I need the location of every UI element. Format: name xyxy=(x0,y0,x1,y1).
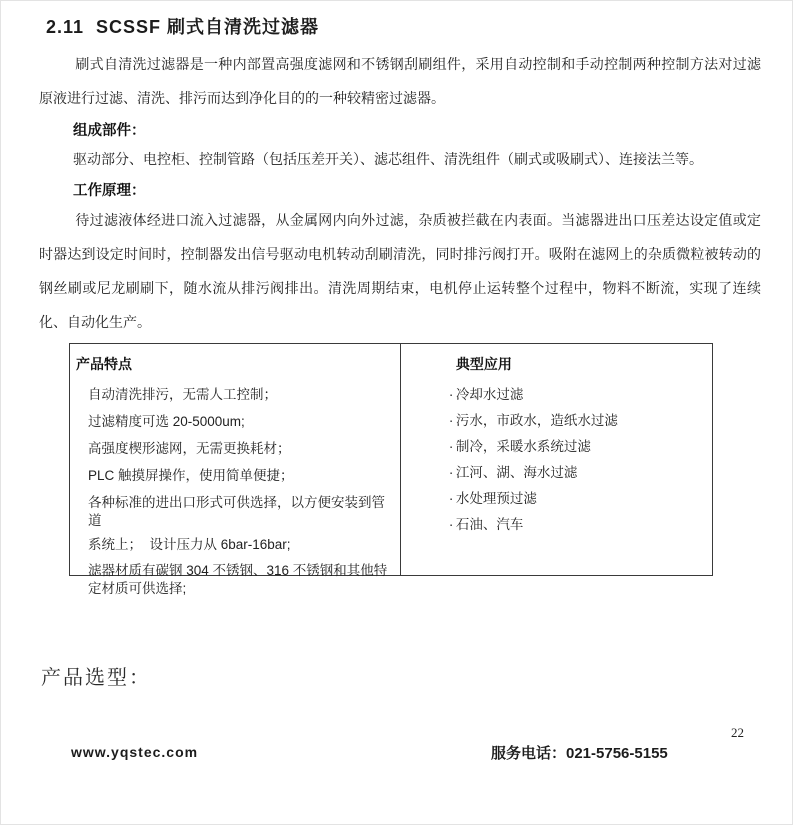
application-item xyxy=(449,412,706,430)
features-column xyxy=(70,344,401,596)
components-body: 驱动部分、电控柜、控制管路（包括压差开关）、滤芯组件、清洗组件（刷式或吸刷式）、连接法兰等。 xyxy=(73,151,703,167)
bullet-marker: · xyxy=(448,465,454,480)
application-item xyxy=(449,464,706,482)
page-number: 22 xyxy=(731,725,744,740)
applications-header: 典型应用 xyxy=(455,356,512,372)
application-item xyxy=(449,490,706,508)
feature-item: 过滤精度可选 20-5000um; xyxy=(88,414,245,429)
principle-subhead: 工作原理： xyxy=(73,183,146,199)
feature-item: 系统上； 设计压力从 6bar-16bar; xyxy=(88,537,291,552)
application-item xyxy=(449,438,706,456)
feature-item: PLC 触摸屏操作，使用简单便捷； xyxy=(88,468,294,483)
feature-item: 高强度楔形滤网，无需更换耗材； xyxy=(88,441,291,456)
footer-service-phone: 服务电话：021-5756-5155 xyxy=(491,745,668,762)
application-item xyxy=(449,386,706,404)
application-text: 水处理预过滤 xyxy=(455,491,537,506)
bullet-marker: · xyxy=(448,517,454,532)
feature-item: 滤器材质有碳钢 304 不锈钢、316 不锈钢和其他特定材质可供选择; xyxy=(88,563,388,596)
applications-column xyxy=(401,344,712,575)
bullet-marker: · xyxy=(448,491,454,506)
components-subhead: 组成部件： xyxy=(73,123,146,139)
intro-paragraph: 刷式自清洗过滤器是一种内部置高强度滤网和不锈钢刮刷组件，采用自动控制和手动控制两种控制方法对过滤原液进行过滤、清洗、排污而达到净化目的的一种较精密过滤器。 xyxy=(39,56,761,106)
bullet-marker: · xyxy=(448,387,454,402)
application-text: 污水，市政水，造纸水过滤 xyxy=(455,413,618,428)
application-text: 冷却水过滤 xyxy=(455,387,524,402)
section-heading: 2.11 SCSSF 刷式自清洗过滤器 xyxy=(46,17,320,37)
application-text: 石油、汽车 xyxy=(455,517,524,532)
feature-item: 自动清洗排污，无需人工控制； xyxy=(88,387,277,402)
features-header: 产品特点 xyxy=(76,356,132,372)
application-item xyxy=(449,516,706,534)
product-spec-table xyxy=(69,343,713,596)
application-text: 江河、湖、海水过滤 xyxy=(455,465,578,480)
footer-website: www.yqstec.com xyxy=(71,744,199,760)
feature-item: 各种标准的进出口形式可供选择，以方便安装到管道 xyxy=(88,495,385,528)
bullet-marker: · xyxy=(448,439,454,454)
bullet-marker: · xyxy=(448,413,454,428)
product-selection-label: 产品选型： xyxy=(41,667,151,689)
principle-body: 待过滤液体经进口流入过滤器，从金属网内向外过滤，杂质被拦截在内表面。当滤器进出口压差达设定值或定时器达到设定时间时，控制器发出信号驱动电机转动刮刷清洗，同时排污阀打开。吸附在滤网上的杂质微粒被转动的钢丝刷或尼龙刷刷下，随水流从排污阀排出。清洗周期结束，电机停止运转整个过程中，物料不断流，实现了连续化、自动化生产。 xyxy=(39,212,761,330)
application-text: 制冷，采暖水系统过滤 xyxy=(455,439,591,454)
